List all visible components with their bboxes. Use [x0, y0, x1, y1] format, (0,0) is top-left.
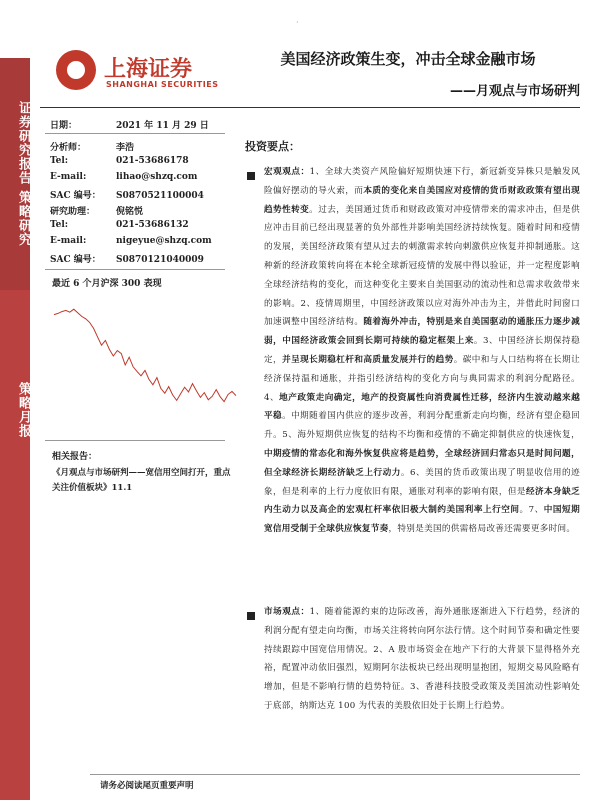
sidebar-bottom-band: [0, 290, 30, 800]
company-logo: [52, 50, 222, 100]
date-row: [50, 118, 209, 131]
sac-value-1: S0870521100004: [116, 191, 204, 201]
email-row-1: [50, 172, 197, 182]
bullet-square-icon: [247, 172, 255, 180]
investment-highlights-title: 投资要点：: [245, 140, 300, 153]
sidebar-report-category: 策略月报: [16, 382, 31, 438]
logo-chinese-name: 上海证券: [104, 57, 193, 82]
assistant-row: [50, 204, 143, 217]
page-mark: ·: [296, 18, 299, 27]
analyst-name: 李浩: [116, 143, 135, 153]
hs300-performance-chart: [48, 296, 240, 416]
email-label-1: E-mail:: [50, 172, 87, 182]
date-value: 2021 年 11 月 29 日: [116, 121, 209, 131]
related-reports-title: 相关报告：: [52, 452, 98, 462]
sac-label-2: SAC 编号：: [50, 255, 101, 265]
chart-divider: [45, 440, 225, 441]
sac-label-1: SAC 编号：: [50, 191, 101, 201]
report-subtitle: ——月观点与市场研判: [449, 84, 580, 99]
meta-divider: [45, 133, 225, 134]
tel-value-2: 021-53686132: [116, 220, 189, 230]
macro-view-label: 宏观观点：: [264, 167, 310, 177]
sac-row-1: [50, 188, 204, 201]
email-value-1[interactable]: lihao@shzq.com: [116, 172, 198, 182]
email-row-2: [50, 236, 212, 246]
market-view-paragraph: 市场观点：1、随着能源约束的边际改善，海外通胀逐渐进入下行趋势，经济的利润分配有望走向均衡，市场关注将转向阿尔法行情。这个时间节奏和确定性要持续跟踪中国宽信用情况。2、A 股市场资金在地产下行的大背景下显得格外充裕，配置冲动依旧强烈，短期阿尔法板块已经出现明显抱团，短期交易风险略有增加，但是不影响行情的趋势特征。3、香港科技股受政策及美国流动性影响处于底部，纳斯达克 100 为代表的美股依旧处于长期上行趋势。: [264, 607, 580, 711]
analyst-row: [50, 140, 134, 153]
chart-title: 最近 6 个月沪深 300 表现: [52, 279, 162, 289]
assistant-label: 研究助理：: [50, 207, 96, 217]
footer-divider: [90, 774, 580, 775]
macro-view-paragraph: 宏观观点：1、全球大类资产风险偏好短期快速下行，新冠新变异株只是触发风险偏好摆动的导火索，而本质的变化来自美国应对疫情的货币财政政策有望出现趋势性转变。过去，美国通过货币和财政政策对冲疫情带来的需求冲击，但是供应冲击目前已经出现显著的负外部性并影响美国经济持续恢复。随着时间和疫情的发展，美国经济政策有望从过去的刺激需求转向刺激供应恢复并抑制通胀。这种新的经济政策转向将在本轮全球新冠疫情的发展中得以验证，并一定程度影响全球经济结构的变化，而这种变化主要来自美国驱动的流动性和总需求收敛带来的影响。2、疫情周期里，中国经济政策以应对海外冲击为主，并借此时间窗口加速调整中国经济结构。随着海外冲击，特别是来自美国驱动的通胀压力逐步减弱，中国经济政策会回到长期可持续的稳定框架上来。3、中国经济长期保持稳定，并呈现长期稳杠杆和高质量发展并行的趋势。碳中和与人口结构将在长期让经济保持温和通胀，并指引经济结构的变化方向与典同需求的利润分配路径。4、地产政策走向确定，地产的投资属性向消费属性迁移，经济内生波动越来越平稳。中期随着国内供应的逐步改善，利润分配重新走向均衡，经济有望企稳回升。5、海外短期供应恢复的结构不均衡和疫情的不确定抑制供应的快速恢复，中期疫情的常态化和海外恢复供应将是趋势，全球经济回归常态只是时间问题，但全球经济长期经济缺乏上行动力。6、美国的货币政策出现了明显收信用的迹象，但是利率的上行力度依旧有限，通胀对利率的影响有限，但是经济本身缺乏内生动力以及高企的宏观杠杆率依旧极大制约美国利率上行空间。7、中国短期宽信用受制于全球供应恢复节奏，特别是美国的供需格局改善还需要更多时间。: [264, 167, 581, 535]
sidebar: [0, 0, 30, 800]
tel-value-1: 021-53686178: [116, 156, 189, 166]
tel-row-2: [50, 220, 189, 230]
tel-row-1: [50, 156, 189, 166]
sidebar-report-type: 证券研究报告 策略研究: [16, 101, 31, 247]
assistant-name: 倪铭悦: [116, 207, 144, 217]
meta-divider-bottom: [45, 269, 225, 270]
analyst-label: 分析师：: [50, 143, 87, 153]
report-title: 美国经济政策生变，冲击全球金融市场: [280, 50, 536, 68]
date-label: 日期：: [50, 121, 78, 131]
chart-series-line: [54, 309, 236, 401]
sac-value-2: S0870121040009: [116, 255, 204, 265]
related-report-item[interactable]: 《月观点与市场研判——宽信用空间打开，重点关注价值板块》11.1: [52, 468, 231, 493]
email-value-2[interactable]: nigeyue@shzq.com: [116, 236, 212, 246]
logo-emblem-icon: [56, 50, 96, 90]
market-view-label: 市场观点：: [264, 607, 310, 617]
sac-row-2: [50, 252, 204, 265]
tel-label-2: Tel:: [50, 220, 69, 230]
logo-english-name: SHANGHAI SECURITIES: [106, 80, 219, 89]
bullet-square-icon: [247, 612, 255, 620]
email-label-2: E-mail:: [50, 236, 87, 246]
footer-disclaimer[interactable]: 请务必阅读尾页重要声明: [100, 781, 194, 791]
header-divider: [40, 107, 580, 108]
tel-label-1: Tel:: [50, 156, 69, 166]
